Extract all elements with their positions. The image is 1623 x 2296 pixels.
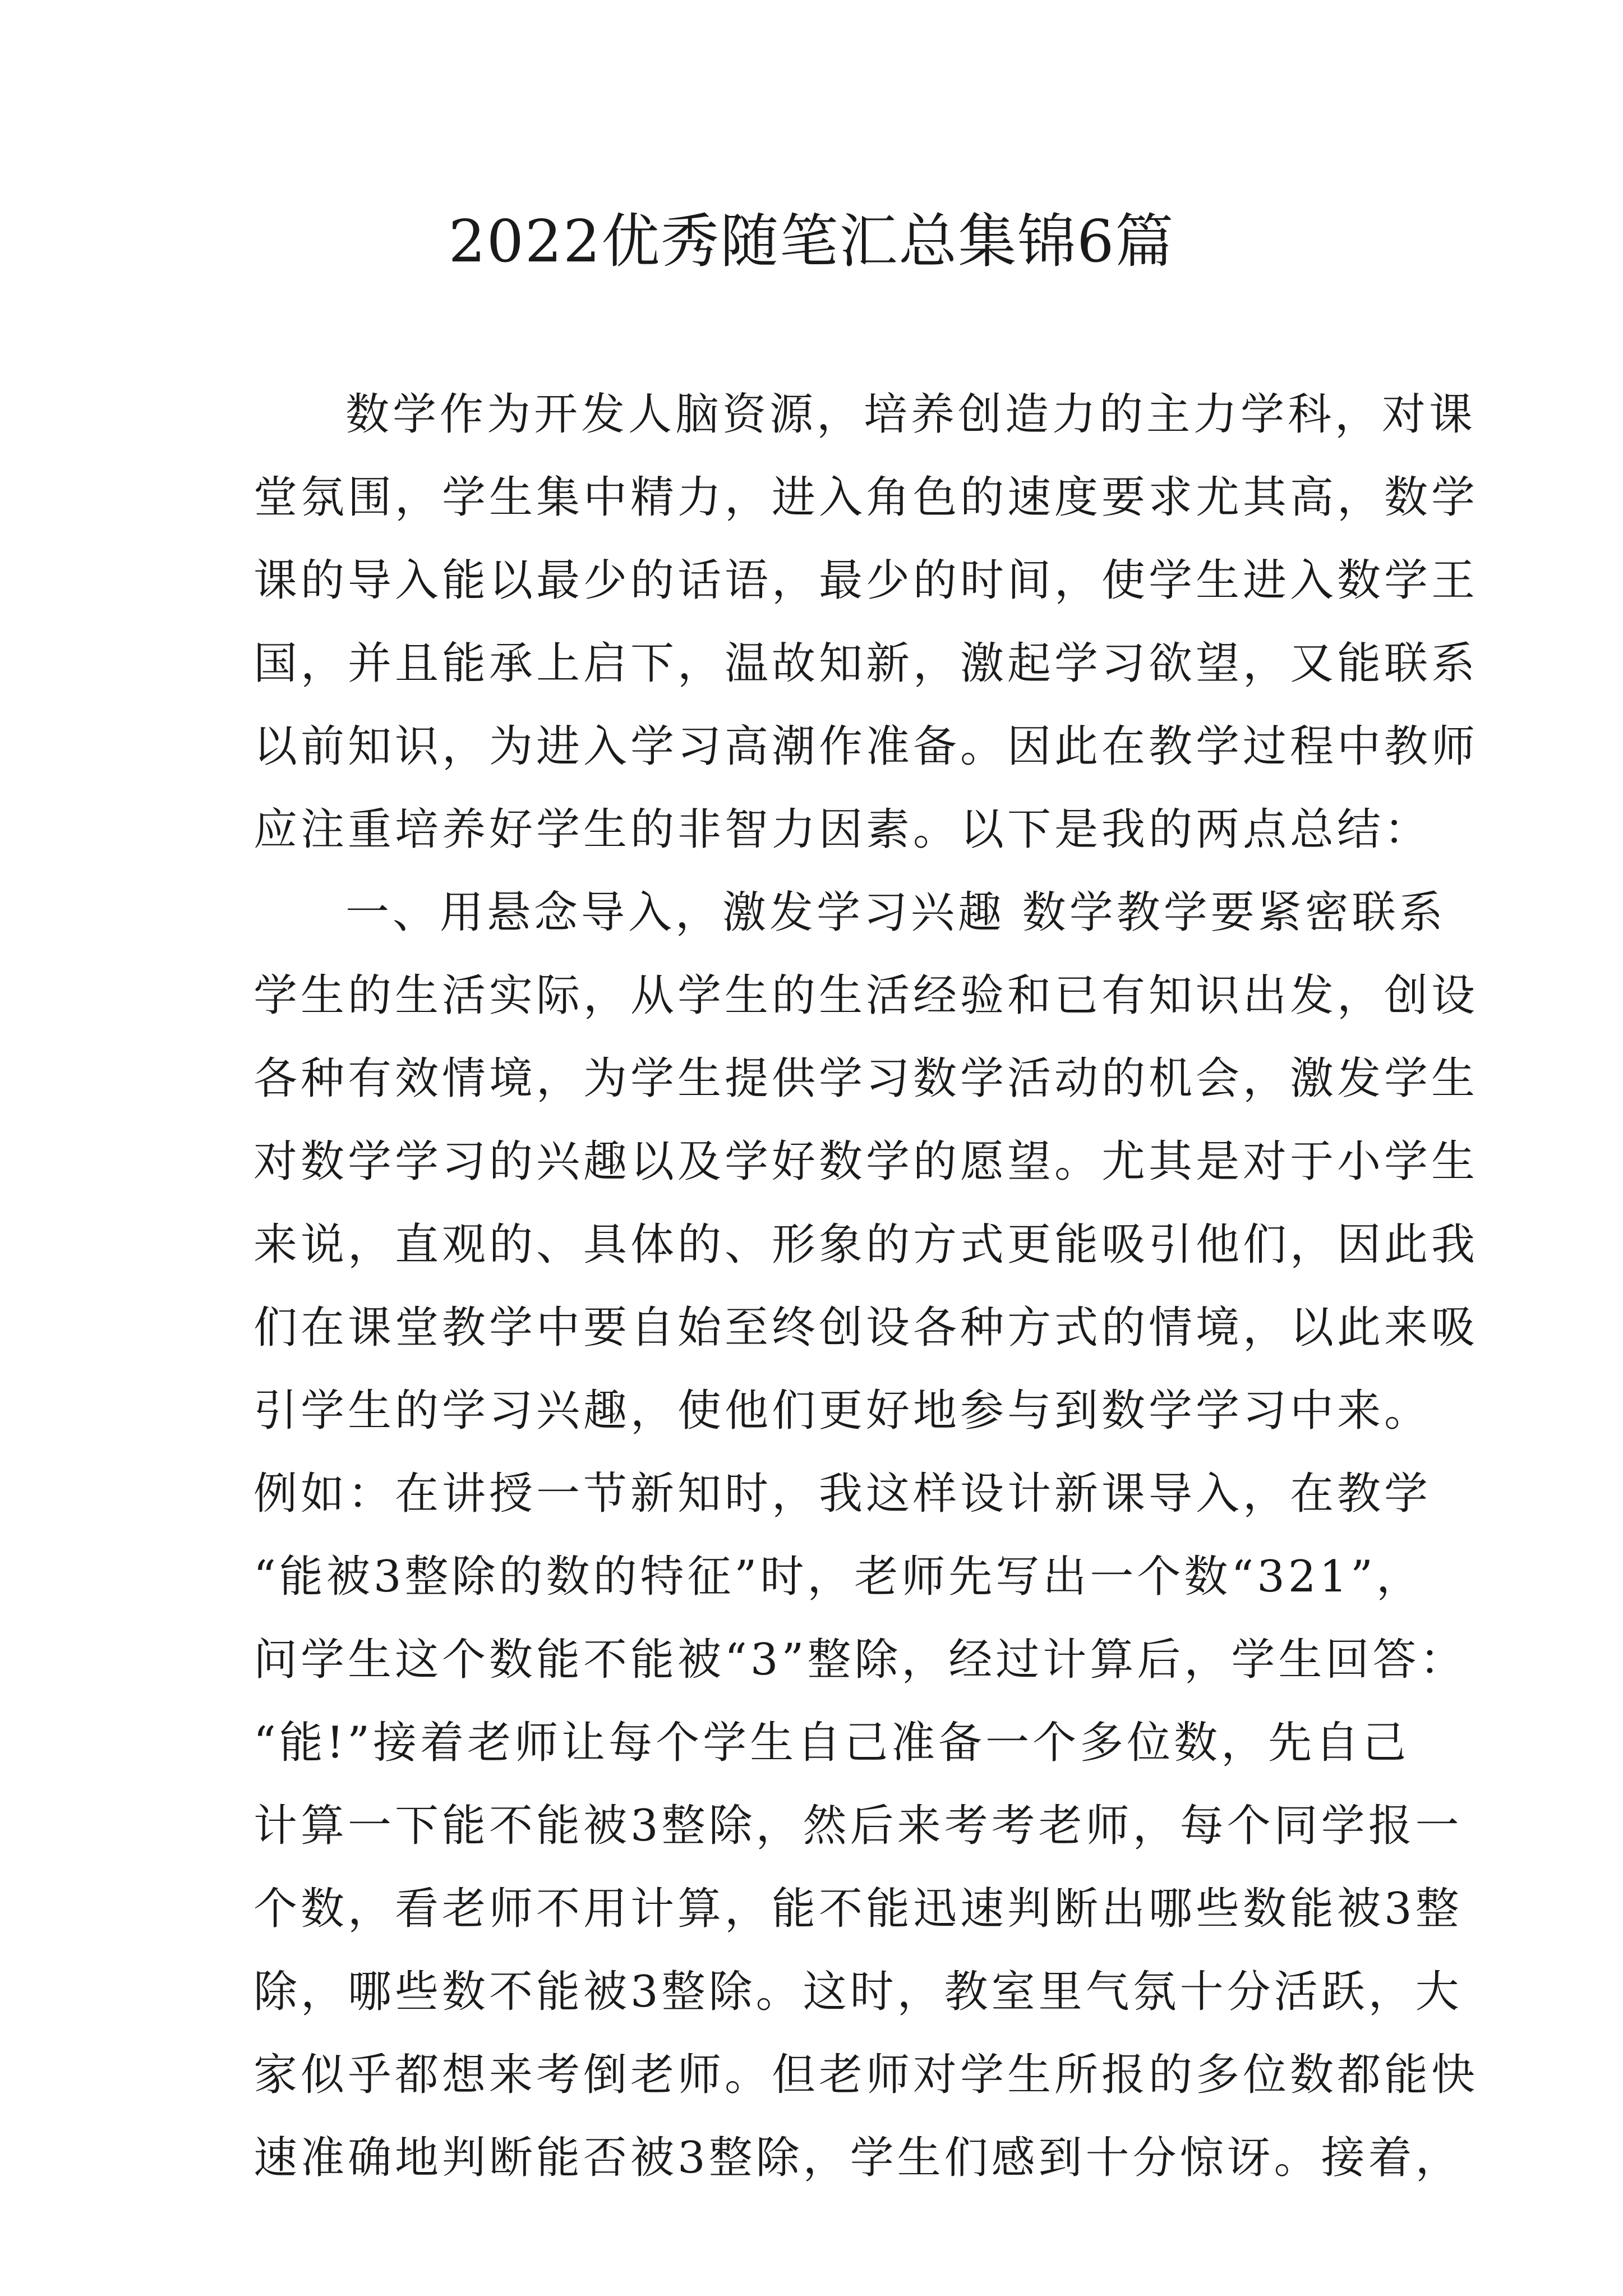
paragraph-line: 以前知识，为进入学习高潮作准备。因此在教学过程中教师 — [253, 721, 1479, 772]
paragraph-line: 问学生这个数能不能被“3”整除，经过计算后，学生回答： — [253, 1635, 1467, 1685]
paragraph-line: 各种有效情境，为学生提供学习数学活动的机会，激发学生 — [253, 1053, 1479, 1104]
document-body — [253, 373, 1479, 2200]
paragraph-line: “能被3整除的数的特征”时，老师先写出一个数“321”， — [253, 1552, 1424, 1602]
paragraph-line: 个数，看老师不用计算，能不能迅速判断出哪些数能被3整 — [253, 1884, 1463, 1934]
paragraph-line: 除，哪些数不能被3整除。这时，教室里气氛十分活跃，大 — [253, 1967, 1463, 2017]
paragraph-line: 一、用悬念导入，激发学习兴趣 数学教学要紧密联系 — [345, 887, 1446, 938]
paragraph-line: 对数学学习的兴趣以及学好数学的愿望。尤其是对于小学生 — [253, 1137, 1479, 1187]
paragraph-line: 来说，直观的、具体的、形象的方式更能吸引他们，因此我 — [253, 1220, 1479, 1270]
paragraph-line: 堂氛围，学生集中精力，进入角色的速度要求尤其高，数学 — [253, 472, 1479, 523]
paragraph-line: 课的导入能以最少的话语，最少的时间，使学生进入数学王 — [253, 555, 1479, 606]
paragraph-line: 学生的生活实际，从学生的生活经验和已有知识出发，创设 — [253, 970, 1479, 1021]
paragraph-line: 家似乎都想来考倒老师。但老师对学生所报的多位数都能快 — [253, 2050, 1479, 2100]
paragraph-line: 国，并且能承上启下，温故知新，激起学习欲望，又能联系 — [253, 638, 1479, 689]
paragraph-line: “能!”接着老师让每个学生自己准备一个多位数，先自己 — [253, 1718, 1410, 1768]
paragraph-line: 速准确地判断能否被3整除，学生们感到十分惊讶。接着， — [253, 2133, 1463, 2183]
paragraph-line: 应注重培养好学生的非智力因素。以下是我的两点总结： — [253, 804, 1432, 855]
paragraph-line: 计算一下能不能被3整除，然后来考考老师，每个同学报一 — [253, 1801, 1463, 1851]
paragraph-line: 数学作为开发人脑资源，培养创造力的主力学科，对课 — [345, 389, 1477, 440]
document-title: 2022优秀随笔汇总集锦6篇 — [448, 207, 1175, 275]
paragraph-line: 例如：在讲授一节新知时，我这样设计新课导入，在教学 — [253, 1469, 1432, 1519]
paragraph-line: 引学生的学习兴趣，使他们更好地参与到数学学习中来。 — [253, 1386, 1432, 1436]
paragraph-line: 们在课堂教学中要自始至终创设各种方式的情境，以此来吸 — [253, 1303, 1479, 1353]
